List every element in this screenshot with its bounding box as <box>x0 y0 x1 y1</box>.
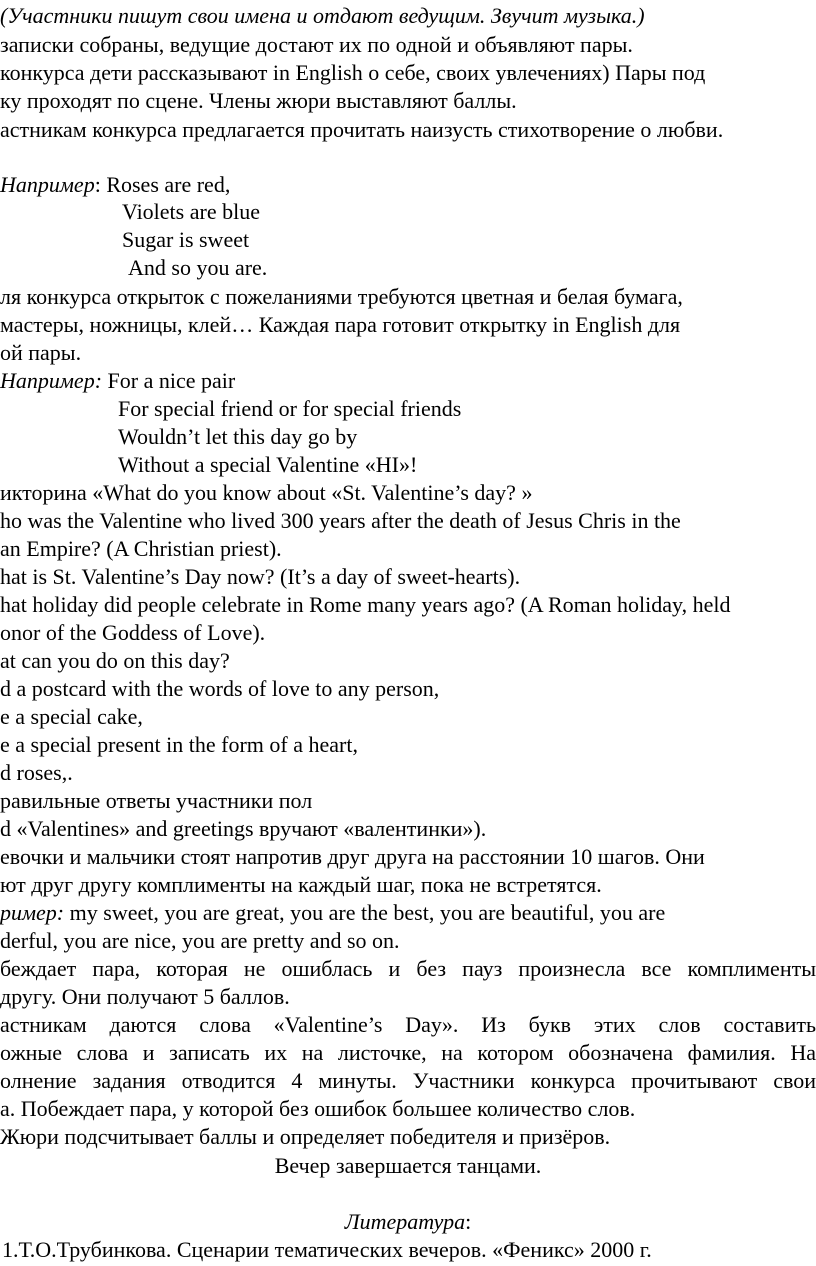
italic-text: ример: <box>0 900 65 925</box>
text-line <box>118 395 461 423</box>
text-run: : Roses are red, <box>94 172 231 197</box>
text-run: hat is St. Valentine’s Day now? (It’s a day of sweet-hearts). <box>0 564 521 589</box>
text-line <box>0 899 665 927</box>
text-run: астникам конкурса предлагается прочитать наизусть стихотворение о любви. <box>0 117 724 142</box>
text-line <box>0 619 265 647</box>
text-run: другу. Они получают 5 баллов. <box>0 984 290 1009</box>
text-line <box>0 116 723 144</box>
text-line <box>0 787 312 815</box>
text-run: Without a special Valentine «HI»! <box>118 452 418 477</box>
text-run: my sweet, you are great, you are the best, you are beautiful, you are <box>64 900 666 925</box>
text-run: d roses,. <box>0 760 73 785</box>
text-run: Sugar is sweet <box>122 227 250 252</box>
text-run: onor of the Goddess of Love). <box>0 620 266 645</box>
text-run: а. Побеждает пара, у которой без ошибок большее количество слов. <box>0 1096 636 1121</box>
text-line <box>0 591 730 619</box>
text-run: олнение задания отводится 4 минуты. Участники конкурса прочитывают свои <box>0 1068 816 1093</box>
italic-text: Например: <box>0 368 103 393</box>
text-run: For special friend or for special friends <box>118 396 462 421</box>
text-line <box>0 479 532 507</box>
text-line <box>122 226 249 254</box>
references-heading <box>0 1208 816 1236</box>
text-line <box>0 815 486 843</box>
text-line <box>0 507 681 535</box>
text-run: ют друг другу комплименты на каждый шаг, пока не встретятся. <box>0 872 602 897</box>
text-run: равильные ответы участники пол <box>0 788 313 813</box>
text-run: derful, you are nice, you are pretty and so on. <box>0 928 400 953</box>
text-run: ho was the Valentine who lived 300 years after the death of Jesus Chris in the <box>0 508 681 533</box>
text-run: мастеры, ножницы, клей… Каждая пара готовит открытку in English для <box>0 312 681 337</box>
text-line <box>128 254 267 282</box>
text-line <box>0 339 81 367</box>
text-run: Wouldn’t let this day go by <box>118 424 358 449</box>
text-run: Вечер завершается танцами. <box>274 1153 542 1178</box>
text-line <box>0 731 358 759</box>
text-run: беждает пара, которая не ошиблась и без пауз произнесла все комплименты <box>0 956 816 981</box>
text-run: астникам даются слова «Valentine’s Day». Из букв этих слов составить <box>0 1012 816 1037</box>
text-run: ля конкурса открыток с пожеланиями требуются цветная и белая бумага, <box>0 284 683 309</box>
text-run: : <box>465 1209 472 1234</box>
text-line <box>0 171 230 199</box>
text-line <box>0 647 230 675</box>
text-run: d «Valentines» and greetings вручают «валентинки»). <box>0 816 487 841</box>
text-line <box>0 955 816 983</box>
text-line <box>0 367 235 395</box>
reference-item <box>2 1236 652 1264</box>
text-line <box>0 1011 816 1039</box>
text-line <box>0 563 520 591</box>
closing-line <box>0 1152 816 1180</box>
text-line <box>118 423 357 451</box>
text-line <box>0 843 705 871</box>
text-line <box>0 1039 816 1067</box>
text-line <box>0 283 683 311</box>
text-line <box>0 1095 635 1123</box>
text-run: ожные слова и записать их на листочке, на котором обозначена фамилия. На <box>0 1040 816 1065</box>
text-run: at can you do on this day? <box>0 648 230 673</box>
text-line <box>122 198 260 226</box>
text-line <box>0 927 400 955</box>
text-run: записки собраны, ведущие достают их по одной и объявляют пары. <box>0 32 633 57</box>
text-run: hat holiday did people celebrate in Rome many years ago? (A Roman holiday, held <box>0 592 731 617</box>
text-run: конкурса дети рассказывают in English о себе, своих увлечениях) Пары под <box>0 60 706 85</box>
text-run: And so you are. <box>128 255 268 280</box>
text-run: For a nice pair <box>102 368 236 393</box>
text-run: Violets are blue <box>122 199 260 224</box>
text-line <box>0 1123 610 1151</box>
text-run: ку проходят по сцене. Члены жюри выставляют баллы. <box>0 88 517 113</box>
italic-text: (Участники пишут свои имена и отдают ведущим. Звучит музыка.) <box>0 3 645 28</box>
text-run: евочки и мальчики стоят напротив друг друга на расстоянии 10 шагов. Они <box>0 844 705 869</box>
text-line <box>0 87 517 115</box>
italic-text: Литература <box>344 1209 466 1234</box>
text-run: 1.Т.О.Трубинкова. Сценарии тематических вечеров. «Феникс» 2000 г. <box>2 1237 652 1262</box>
text-line <box>0 2 645 30</box>
text-run: икторина «What do you know about «St. Valentine’s day? » <box>0 480 533 505</box>
text-run: ой пары. <box>0 340 82 365</box>
text-line <box>0 675 439 703</box>
text-line <box>0 703 143 731</box>
text-run: e a special present in the form of a heart, <box>0 732 358 757</box>
text-run: d a postcard with the words of love to any person, <box>0 676 440 701</box>
text-line <box>0 31 633 59</box>
text-line <box>0 871 602 899</box>
text-line <box>0 535 282 563</box>
text-line <box>0 59 705 87</box>
text-run: e a special cake, <box>0 704 143 729</box>
text-run: an Empire? (A Christian priest). <box>0 536 282 561</box>
text-line <box>0 1067 816 1095</box>
italic-text: Например <box>0 172 95 197</box>
text-line <box>0 311 680 339</box>
text-line <box>0 759 73 787</box>
text-run: Жюри подсчитывает баллы и определяет победителя и призёров. <box>0 1124 611 1149</box>
text-line <box>118 451 417 479</box>
text-line <box>0 983 290 1011</box>
